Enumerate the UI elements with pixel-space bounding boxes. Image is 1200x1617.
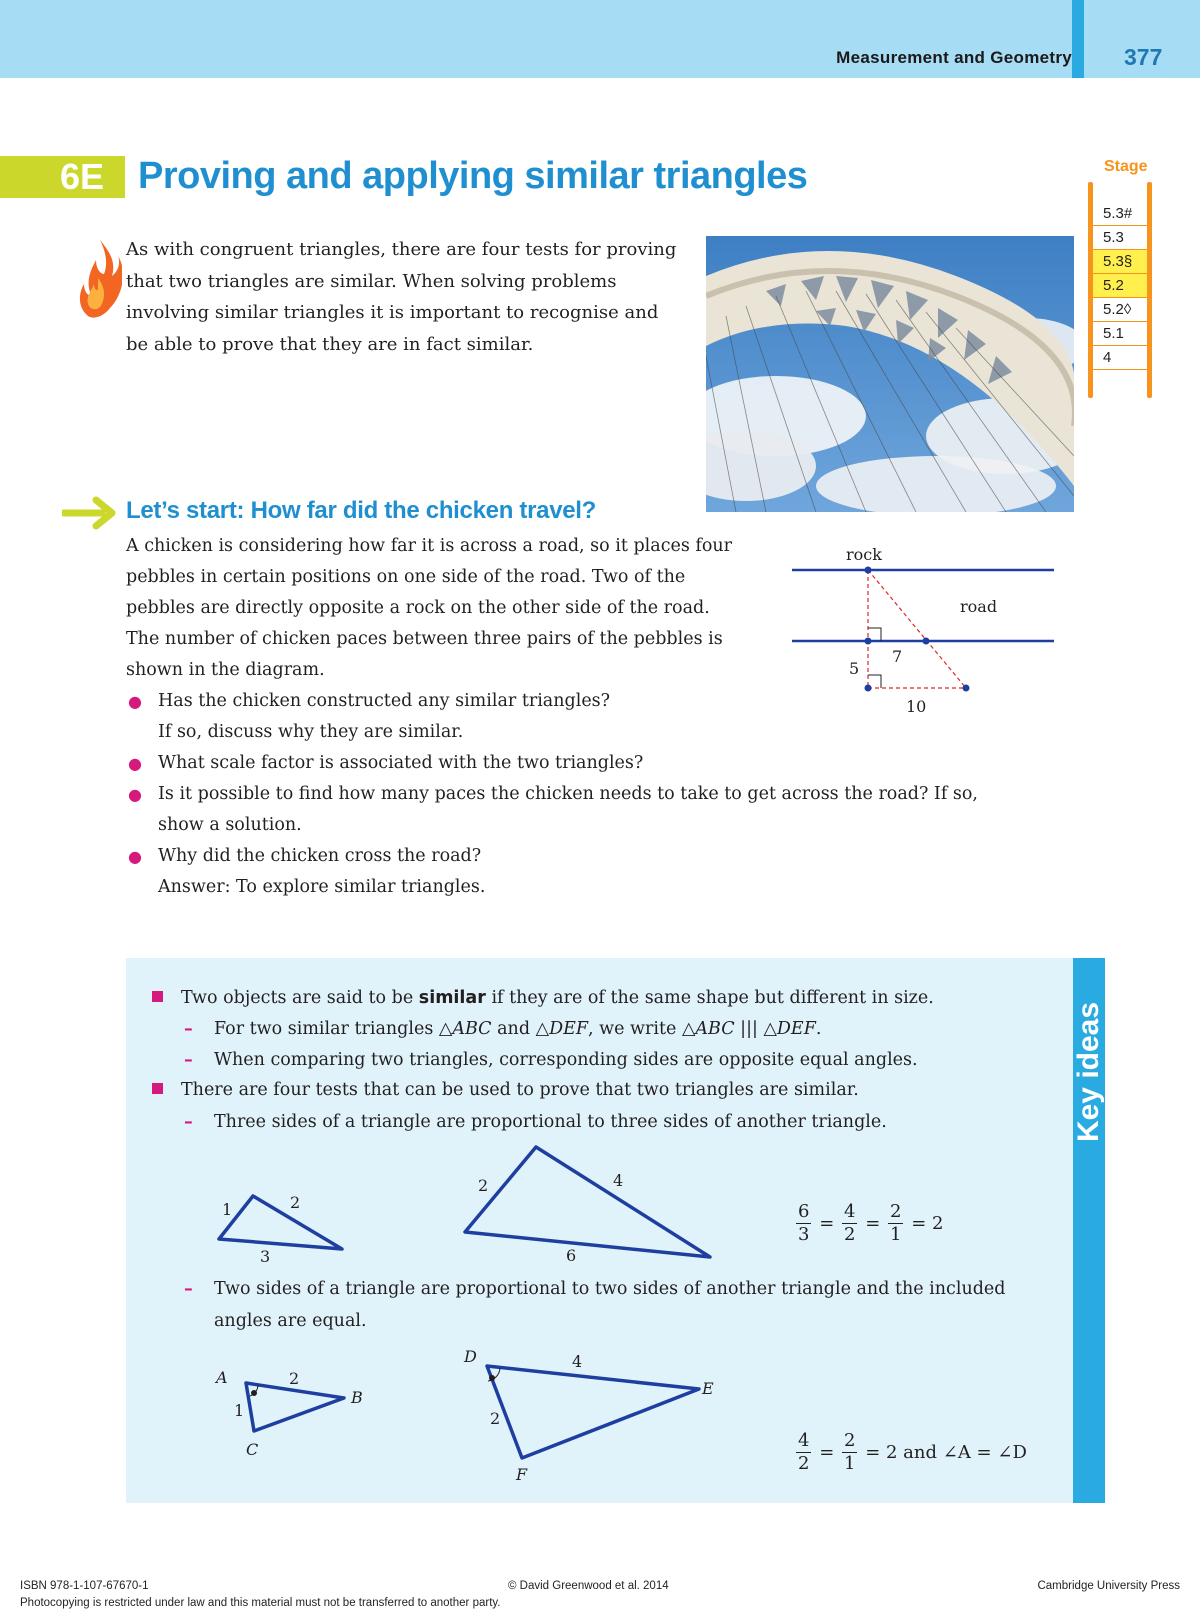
equals-sign: = [819, 1442, 835, 1463]
text: angles are equal. [214, 1311, 367, 1331]
math-term: △ABC [681, 1019, 735, 1039]
text: , we write [588, 1019, 682, 1039]
intro-paragraph: As with congruent triangles, there are four tests for proving that two triangles are similar. When solving problems involving similar triangles it is important to recognise and be able to prove that they are in fact similar. [126, 239, 677, 355]
stage-level: 5.3# [1093, 202, 1147, 226]
bullet-dot-icon: ● [128, 754, 142, 773]
text: There are four tests that can be used to prove that two triangles are similar. [181, 1080, 859, 1100]
stage-level: 4 [1093, 346, 1147, 370]
side-label-10: 10 [906, 697, 927, 716]
side-label-7: 7 [892, 647, 903, 666]
road-label: road [960, 597, 998, 616]
section-title: Proving and applying similar triangles [138, 155, 808, 197]
numerator: 6 [798, 1201, 810, 1222]
denominator: 3 [798, 1224, 810, 1245]
answer-line [126, 872, 826, 903]
pebble-point [963, 685, 970, 692]
sas-small-triangle [246, 1383, 344, 1431]
dash-bullet-icon: – [184, 1050, 193, 1070]
section-number: 6E [60, 156, 105, 197]
stage-level-highlighted: 5.2 [1093, 274, 1147, 298]
fraction [796, 1201, 811, 1246]
stage-level: 5.1 [1093, 322, 1147, 346]
equals-sign: = [819, 1213, 835, 1234]
denominator: 2 [844, 1224, 856, 1245]
stage-label: Stage [1104, 158, 1148, 175]
footer-copyright: © David Greenwood et al. 2014 [508, 1580, 669, 1592]
bullet-text: What scale factor is associated with the two triangles? [158, 753, 644, 773]
answer-text: Answer: To explore similar triangles. [158, 877, 486, 897]
header-divider-bar [1072, 0, 1084, 78]
side-label: 2 [289, 1369, 300, 1388]
footer-notice: Photocopying is restricted under law and this material must not be transferred to another party. [20, 1597, 501, 1609]
list-item [126, 841, 826, 872]
side-label: 3 [260, 1247, 271, 1266]
math-term: △DEF [535, 1019, 589, 1039]
pebble-point [865, 638, 872, 645]
math-term: △ABC [438, 1019, 492, 1039]
text: . [815, 1019, 822, 1039]
text: When comparing two triangles, corresponding sides are opposite equal angles. [214, 1050, 918, 1070]
lets-start-heading: Let’s start: How far did the chicken travel? [126, 497, 597, 524]
arrow-right-icon [62, 496, 124, 530]
sss-small-triangle [219, 1196, 342, 1249]
pebble-point [865, 685, 872, 692]
vertex-label: B [351, 1388, 363, 1407]
math-term: △DEF [763, 1019, 816, 1039]
equals-sign: = [865, 1213, 881, 1234]
footer-publisher: Cambridge University Press [1037, 1580, 1180, 1592]
fraction [888, 1201, 903, 1246]
bullet-dot-icon: ● [128, 692, 142, 711]
denominator: 1 [844, 1453, 856, 1474]
fraction [842, 1430, 857, 1475]
bullet-dot-icon: ● [128, 847, 142, 866]
dash-bullet-icon: – [184, 1112, 193, 1132]
side-label: 4 [572, 1352, 583, 1371]
rock-label: rock [846, 545, 882, 564]
side-label: 1 [234, 1401, 245, 1420]
list-item [126, 686, 628, 748]
text: and [491, 1019, 536, 1039]
side-label: 2 [478, 1176, 489, 1195]
text: For two similar triangles [214, 1019, 439, 1039]
equation-result: = 2 and ∠A = ∠D [865, 1442, 1027, 1463]
list-item [126, 748, 826, 779]
list-item [126, 779, 1008, 841]
bridge-photo [706, 236, 1074, 512]
header-section-name: Measurement and Geometry [836, 48, 1072, 67]
dash-bullet-icon: – [184, 1019, 193, 1039]
sas-ratio-equation [796, 1430, 1029, 1475]
page-number: 377 [1124, 44, 1163, 70]
stage-level: 5.2◊ [1093, 298, 1147, 322]
similar-symbol: ||| [734, 1019, 764, 1039]
stage-level-highlighted: 5.3§ [1093, 250, 1147, 274]
text: Two sides of a triangle are proportional to two sides of another triangle and the included [214, 1279, 1006, 1299]
text: Three sides of a triangle are proportional to three sides of another triangle. [214, 1112, 887, 1132]
lets-start-paragraph: A chicken is considering how far it is across a road, so it places four pebbles in certain positions on one side of the road. Two of the pebbles are directly opposite a rock on the other side of the road. The number of chicken paces between three pairs of the pebbles is shown in the diagram. [126, 536, 733, 680]
fraction [796, 1430, 811, 1475]
footer-isbn: ISBN 978-1-107-67670-1 [20, 1580, 149, 1592]
vertex-label: C [246, 1440, 259, 1459]
side-label: 1 [222, 1200, 233, 1219]
ladder-rail-right [1147, 182, 1152, 398]
side-label: 2 [290, 1193, 301, 1212]
vertex-label: D [464, 1347, 477, 1366]
rock-point [865, 567, 872, 574]
equation-result: = 2 [911, 1213, 944, 1234]
numerator: 4 [844, 1201, 856, 1222]
denominator: 2 [798, 1453, 810, 1474]
key-term: similar [418, 988, 486, 1008]
stage-ladder [1093, 202, 1147, 370]
key-ideas-label: Key ideas [1072, 1001, 1105, 1143]
bullet-text: Why did the chicken cross the road? [158, 846, 482, 866]
text: if they are of the same shape but different in size. [485, 988, 934, 1008]
bullet-text: Has the chicken constructed any similar triangles? If so, discuss why they are similar. [158, 691, 611, 742]
numerator: 4 [798, 1430, 810, 1451]
text: Two objects are said to be [181, 988, 419, 1008]
side-label-5: 5 [849, 659, 860, 678]
denominator: 1 [890, 1224, 902, 1245]
flame-icon [76, 238, 122, 322]
side-label: 4 [613, 1171, 624, 1190]
side-label: 2 [490, 1409, 501, 1428]
vertex-label: E [702, 1379, 714, 1398]
side-label: 6 [566, 1246, 577, 1265]
fraction [842, 1201, 857, 1246]
sss-ratio-equation [796, 1201, 945, 1246]
dash-bullet-icon: – [184, 1279, 193, 1299]
numerator: 2 [844, 1430, 856, 1451]
bullet-dot-icon: ● [128, 785, 142, 804]
pebble-point [923, 638, 930, 645]
vertex-label: F [516, 1465, 528, 1484]
vertex-label: A [216, 1368, 228, 1387]
road-diagram [784, 540, 1064, 720]
numerator: 2 [890, 1201, 902, 1222]
sas-large-triangle [487, 1366, 699, 1458]
bullet-text: Is it possible to find how many paces the chicken needs to take to get across the road? If so, show a solution. [158, 784, 978, 835]
sss-large-triangle [465, 1147, 710, 1257]
stage-level: 5.3 [1093, 226, 1147, 250]
